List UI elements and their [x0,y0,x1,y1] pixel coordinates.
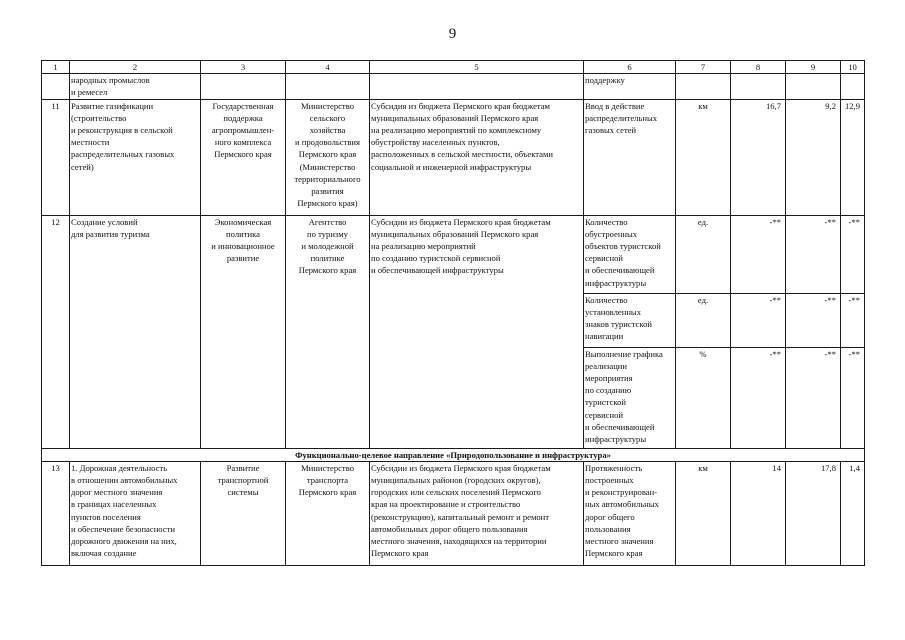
value-cell [786,74,841,99]
column-number: 5 [370,61,584,74]
section-title: Функционально-целевое направление «Природопользование и инфраструктура» [42,448,865,461]
value-cell: 1,4 [841,461,865,565]
unit-cell: км [676,99,731,215]
indicator-cell: Выполнение графика реализации мероприятия по созданию туристской сервисной и обеспечивающей инфраструктуры [584,347,676,448]
value-cell: -** [786,215,841,293]
value-cell: 12,9 [841,99,865,215]
program-table [41,60,865,566]
mechanism-cell: Субсидии из бюджета Пермского края бюджетам муниципальных районов (городских округов), городских или сельских поселений Пермского края на проектирование и строительство (реконструкцию), капитальный ремонт и ремонт автомобильных дорог общего пользования местного значения, находящихся на территории Пермского края [370,461,584,565]
program-cell: Развитие транспортной системы [201,461,286,565]
table-row [42,461,865,565]
mechanism-cell: Субсидии из бюджета Пермского края бюджетам муниципальных образований Пермского края на реализацию мероприятий по созданию туристской сервисной и обеспечивающей инфраструктуры [370,215,584,448]
agency-cell: Агентство по туризму и молодежной политике Пермского края [286,215,370,448]
value-cell: 17,8 [786,461,841,565]
value-cell: -** [786,293,841,347]
column-number: 4 [286,61,370,74]
table-row [42,99,865,215]
value-cell: -** [731,347,786,448]
column-number: 8 [731,61,786,74]
mechanism-cell [370,74,584,99]
row-number-cell: 11 [42,99,70,215]
indicator-cell: Протяженность построенных и реконструирован- ных автомобильных дорог общего пользования местного значения Пермского края [584,461,676,565]
value-cell: 16,7 [731,99,786,215]
indicator-cell: Ввод в действие распределительных газовых сетей [584,99,676,215]
program-cell: Государственная поддержка агропромышлен- ного комплекса Пермского края [201,99,286,215]
value-cell: -** [731,215,786,293]
indicator-cell: Количество установленных знаков туристской навигации [584,293,676,347]
column-number: 1 [42,61,70,74]
unit-cell: км [676,461,731,565]
column-number: 3 [201,61,286,74]
value-cell: 9,2 [786,99,841,215]
direction-name-cell: 1. Дорожная деятельность в отношении автомобильных дорог местного значения в границах населенных пунктов поселения и обеспечение безопасности дорожного движения на них, включая создание [70,461,201,565]
section-row [42,448,865,461]
indicator-cell: Количество обустроенных объектов туристской сервисной и обеспечивающей инфраструктуры [584,215,676,293]
indicator-cell: поддержку [584,74,676,99]
program-cell [201,74,286,99]
value-cell: -** [841,215,865,293]
value-cell [841,74,865,99]
column-number: 10 [841,61,865,74]
program-cell: Экономическая политика и инновационное развитие [201,215,286,448]
table-row [42,215,865,293]
value-cell [731,74,786,99]
value-cell: 14 [731,461,786,565]
unit-cell [676,74,731,99]
direction-name-cell: Создание условий для развития туризма [70,215,201,448]
page-number: 9 [448,26,457,42]
unit-cell: ед. [676,215,731,293]
direction-name-cell: народных промыслов и ремесел [70,74,201,99]
column-number: 6 [584,61,676,74]
value-cell: -** [786,347,841,448]
agency-cell: Министерство сельского хозяйства и продовольствия Пермского края (Министерство территориального развития Пермского края) [286,99,370,215]
row-number-cell: 12 [42,215,70,448]
row-number-cell [42,74,70,99]
column-number: 9 [786,61,841,74]
value-cell: -** [841,293,865,347]
value-cell: -** [731,293,786,347]
unit-cell: % [676,347,731,448]
column-number: 7 [676,61,731,74]
mechanism-cell: Субсидия из бюджета Пермского края бюджетам муниципальных образований Пермского края на реализацию мероприятий по комплексному обустройству населенных пунктов, расположенных в сельской местности, объектами социальной и инженерной инфраструктуры [370,99,584,215]
direction-name-cell: Развитие газификации (строительство и реконструкция в сельской местности распределительных газовых сетей) [70,99,201,215]
agency-cell [286,74,370,99]
unit-cell: ед. [676,293,731,347]
agency-cell: Министерство транспорта Пермского края [286,461,370,565]
table-row [42,74,865,99]
column-number-row [42,61,865,74]
value-cell: -** [841,347,865,448]
column-number: 2 [70,61,201,74]
row-number-cell: 13 [42,461,70,565]
